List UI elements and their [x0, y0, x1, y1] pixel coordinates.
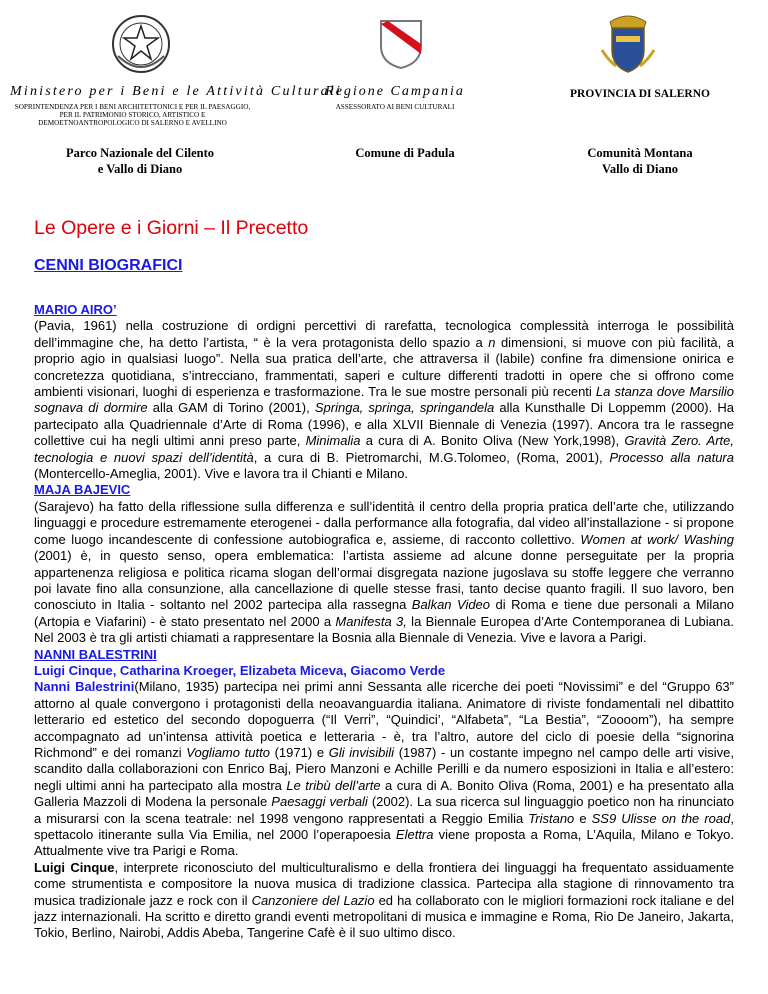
work-title: Le tribù dell’arte: [286, 777, 381, 793]
ministry-title: Ministero per i Beni e le Attività Culturali: [10, 84, 343, 99]
bio-text: dimensioni, si muove con più facilità, a proprio agio in qualsiasi luogo”. Nella sua pratica dell’arte, che attraversa il (labile) confine fra dimensione onirica e concretezza quotidiana, s’intrecciano, frammentati, saperi e culture differenti tradotti in opere che si offrono come ambienti visionari, luoghi di esperienza e trasformazione. Tra le sue mostre personali più recenti: [34, 334, 734, 400]
work-title: Balkan Video: [411, 597, 491, 613]
comunita-label: [555, 145, 725, 177]
artist-name-link[interactable]: MAJA BAJEVIC: [34, 482, 131, 498]
bio-text: (1971) e: [269, 744, 329, 760]
bio-text: e: [574, 810, 592, 826]
bio-cinque: [34, 860, 734, 942]
artist-name: Luigi Cinque: [34, 859, 115, 875]
regione-subtitle: ASSESSORATO AI BENI CULTURALI: [335, 103, 455, 111]
section-heading: CENNI BIOGRAFICI: [34, 257, 183, 274]
work-title: Women at work/ Washing: [580, 531, 734, 547]
provincia-label: PROVINCIA DI SALERNO: [570, 88, 710, 100]
comunita-line-1: Comunità Montana: [587, 146, 693, 160]
biographies: [34, 302, 734, 942]
parco-line-2: e Vallo di Diano: [97, 162, 183, 176]
bio-text: la Biennale Europea d’Arte Contemporanea di Lubiana. Nel 2003 è tra gli artisti chiamati a rappresentare la Bosnia alla Biennale di Venezia. Vive e lavora a Parigi.: [34, 613, 734, 646]
bio-text: (Sarajevo) ha fatto della riflessione sulla differenza e sull’identità il centro della propria pratica dell’arte che, utilizzando linguaggi e procedure estremamente eterogenei - dalla performance alla fotografia, dal video all’installazione - si propone come luogo incandescente di confessione autobiografica e, assieme, di racconto collettivo.: [34, 498, 734, 547]
artist-name-link[interactable]: MARIO AIRO’: [34, 302, 117, 317]
work-title: Gravità Zero. Arte, tecnologia e nuovi spazi dell’identità: [34, 433, 734, 465]
work-title: Manifesta 3,: [335, 613, 407, 629]
bio-text: ed ha collaborato con le migliori formazioni rock italiane e del jazz internazionali. Ha scritto e diretto grandi eventi metropolitani di musica e immagine e Roma, Rio De Janeiro, Jakarta, Tokio, Berlino, Nairobi, Addis Abeba, Tangerine Cafè è il suo ultimo disco.: [34, 892, 735, 941]
republic-emblem-icon: [110, 12, 172, 81]
ministry-subtitle: SOPRINTENDENZA PER I BENI ARCHITETTONICI E PER IL PAESAGGIO, PER IL PATRIMONIO STORICO, ARTISTICO E DEMOETNOANTROPOLOGICO DI SALERNO E AVELLINO: [14, 103, 251, 127]
bio-text: (Montercello-Ameglia, 2001). Vive e lavora tra il Chianti e Milano.: [34, 466, 409, 482]
work-title: La stanza dove Marsilio sognava di dormire: [34, 384, 734, 416]
comune-label: Comune di Padula: [355, 146, 455, 160]
bio-text: (1987) - un costante impegno nel campo delle arti visive, scandito dalla collaborazioni con Enrico Baj, Piero Manzoni e Achille Perilli e da numero esposizioni in Italia e all’estero: negli ultimi anni ha partecipato alla mostra: [34, 744, 734, 793]
regione-title: Regione Campania: [325, 84, 465, 99]
work-title: Processo alla natura: [609, 449, 734, 465]
work-title: Paesaggi verbali: [271, 794, 368, 810]
bio-text: (Pavia, 1961) nella costruzione di ordigni percettivi di rarefatta, tecnologica complessità interroga le possibilità dell’immagine che, ha detto l’artista, “ è la vera protagonista dello spazio a: [34, 318, 734, 350]
parco-label: [50, 145, 230, 177]
artist-name: Nanni Balestrini: [34, 679, 135, 695]
work-title: Tristano: [528, 810, 575, 826]
work-title: SS9 Ulisse on the road: [591, 810, 731, 826]
bio-text: di Roma e tiene due personali a Milano (Artopia e Viafarini) - è stato presentato nel 2000 a: [34, 597, 735, 629]
bio-text: , a cura di B. Pietromarchi, M.G.Tolomeo, (Roma, 2001),: [253, 449, 610, 465]
work-title: Canzoniere del Lazio: [251, 892, 375, 908]
ministry-header: [10, 84, 343, 127]
collaborators: Luigi Cinque, Catharina Kroeger, Elizabeta Miceva, Giacomo Verde: [34, 662, 446, 678]
bio-text: (Milano, 1935) partecipa nei primi anni Sessanta alle ricerche dei poeti “Novissimi” e del “Gruppo 63” attorno al quale convergono i protagonisti della neoavanguardia italiana. Animatore di riviste fondamentali nel dibattito letterario ed estetico del secondo dopoguerra (“Il Verri”, “Quindici’, “Alfabeta”, “La Bestia”, “Zoooom”), ha sempre accompagnato ad un’intensa attività poetica e letteraria - è, tra l’altro, autore del ciclo di poesie della “signorina Richmond” e dei romanzi: [34, 679, 734, 760]
bio-text: , spettacolo itinerante sulla Via Emilia, nel 2000 l’operapoesia: [34, 810, 734, 842]
bio-text: viene proposta a Roma, L’Aquila, Milano e Tokyo. Attualmente vive tra Parigi e Roma.: [34, 827, 734, 859]
bio-text: , interprete riconosciuto del multiculturalismo e della frontiera dei linguaggi ha frequentato assiduamente come strumentista e compositore la nuova musica di tradizione classica. Partecipa alla stagione di rinnovamento tra musica tradizionale jazz e rock con il: [34, 859, 735, 908]
work-title: Springa, springa, springandela: [314, 400, 495, 416]
bio-bajevic: [34, 482, 734, 646]
comunita-line-2: Vallo di Diano: [602, 162, 678, 176]
bio-text: alla GAM di Torino (2001),: [147, 400, 315, 416]
artist-name-link[interactable]: NANNI BALESTRINI: [34, 646, 157, 662]
bio-airo: [34, 302, 734, 482]
provincia-salerno-crest-icon: [600, 10, 656, 81]
parco-line-1: Parco Nazionale del Cilento: [65, 146, 214, 160]
work-title: Gli invisibili: [328, 744, 395, 760]
work-title: Elettra: [395, 827, 434, 842]
regione-campania-shield-icon: [378, 18, 424, 75]
bio-balestrini: [34, 647, 734, 860]
bio-text: alla Kunsthalle Di Loppemm (2000). Ha partecipato alla Quadriennale d’Arte di Roma (1996), e alla XLVII Biennale di Venezia (1997). Ancora tra le rassegne collettive cui ha negli ultimi anni preso parte,: [34, 400, 735, 449]
page-title: Le Opere e i Giorni – Il Precetto: [34, 217, 309, 239]
bio-italic: n: [488, 334, 496, 350]
bio-text: a cura di A. Bonito Oliva (New York,1998),: [360, 433, 625, 449]
work-title: Minimalia: [305, 433, 361, 449]
bio-text: a cura di A. Bonito Oliva (Roma, 2001) e ha presentato alla Galleria Mazzoli di Modena la personale: [34, 777, 734, 810]
bio-text: (2002). La sua ricerca sul linguaggio poetico non ha rinunciato a misurarsi con la scena teatrale: nel 1998 vengono rappresentati a Reggio Emilia: [34, 794, 734, 826]
regione-header: [320, 84, 470, 111]
bio-text: (2001) è, in questo senso, opera emblematica: l’artista assieme ad alcune donne perseguitate per la propria appartenenza religiosa e politica ricama slogan dell’ormai disgregata nazione jugoslava su stoffe leggere che verranno poi lavate fino alla consunzione, alla cancellazione di quelle stesse frasi, tanto decise quanto fragili. Il suo lavoro, ben conosciuto in Italia - soltanto nel 2002 partecipa alla rassegna: [34, 548, 734, 613]
work-title: Vogliamo tutto: [186, 744, 270, 760]
